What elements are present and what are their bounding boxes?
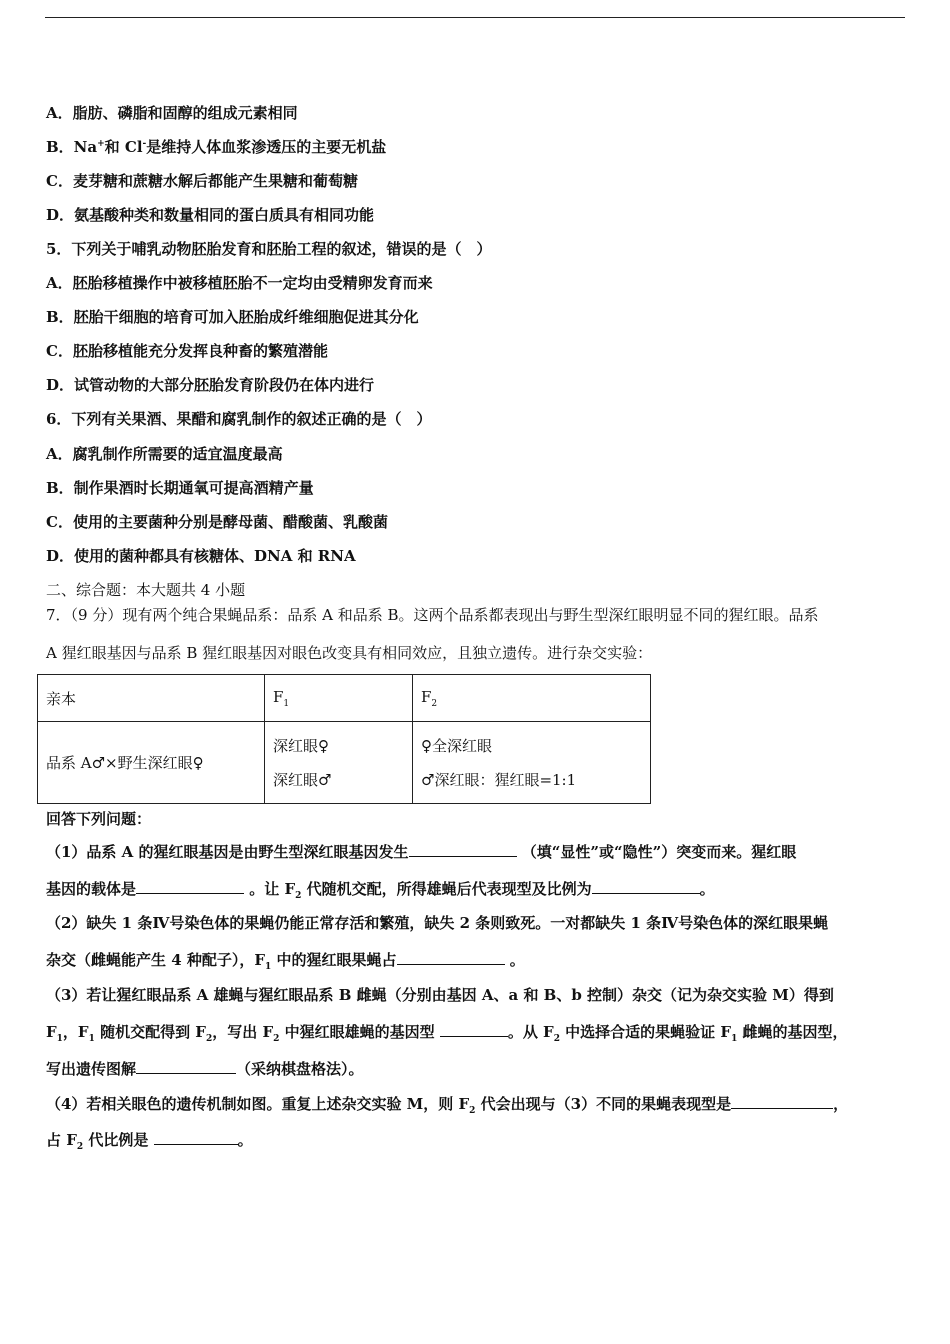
answer-blank[interactable] [136, 1059, 236, 1074]
f1-female: 深红眼♀ [273, 736, 329, 755]
q5-option-d: D．试管动物的大部分胚胎发育阶段仍在体内进行 [46, 376, 375, 394]
q7-part3-line2: $F_1$，$F_1$ 随机交配得到 $F_2$，写出 $F_2$ 中猩红眼雄蝇的基因型 。从 $F_2$ 中选择合适的果蝇验证 $F_1$ 雌蝇的基因型， [46, 1023, 848, 1044]
answer-intro: 回答下列问题： [46, 810, 152, 828]
answer-blank[interactable] [592, 879, 700, 894]
q7-part4-line2: 占 $F_2$ 代比例是 。 [46, 1131, 253, 1152]
q7-part4-line1: （4）若相关眼色的遗传机制如图。重复上述杂交实验 M，则 $F_2$ 代会出现与（3）不同的果蝇表现型是 ， [46, 1095, 849, 1116]
table-header-f2: $F_2$ [413, 675, 651, 722]
q7-part2-line2: 杂交（雌蝇能产生 4 种配子），$F_1$ 中的猩红眼果蝇占 。 [46, 951, 525, 972]
section-heading: 二、综合题：本大题共 4 小题 [46, 581, 246, 599]
answer-blank[interactable] [397, 950, 505, 965]
f2-female: ♀全深红眼 [421, 736, 492, 755]
q6-option-a: A．腐乳制作所需要的适宜温度最高 [46, 445, 283, 463]
table-cell-f1 [265, 722, 413, 804]
q4-option-a: A．脂肪、磷脂和固醇的组成元素相同 [46, 104, 298, 122]
q6-option-d: D．使用的菌种都具有核糖体、DNA 和 RNA [46, 547, 356, 565]
table-header-parent: 亲本 [38, 675, 265, 722]
q7-stem-line1: 7．（9 分）现有两个纯合果蝇品系：品系 A 和品系 B。这两个品系都表现出与野生型深红眼明显不同的猩红眼。品系 [46, 606, 819, 624]
q6-stem: 6．下列有关果酒、果醋和腐乳制作的叙述正确的是（ ） [46, 410, 432, 428]
q7-part3-line1: （3）若让猩红眼品系 A 雄蝇与猩红眼品系 B 雌蝇（分别由基因 A、a 和 B、b 控制）杂交（记为杂交实验 M）得到 [46, 986, 834, 1004]
answer-blank[interactable] [731, 1094, 833, 1109]
answer-blank[interactable] [154, 1130, 238, 1145]
header-rule [45, 17, 905, 18]
answer-blank[interactable] [136, 879, 244, 894]
q7-part1-line2: 基因的载体是 。让 $F_2$ 代随机交配，所得雄蝇后代表现型及比例为 。 [46, 880, 715, 901]
q7-stem-line2: A 猩红眼基因与品系 B 猩红眼基因对眼色改变具有相同效应，且独立遗传。进行杂交实验： [46, 644, 653, 662]
q5-option-b: B．胚胎干细胞的培育可加入胚胎成纤维细胞促进其分化 [46, 308, 419, 326]
q4-option-d: D．氨基酸种类和数量相同的蛋白质具有相同功能 [46, 206, 375, 224]
q4-option-b: B．Na+和 Cl-是维持人体血浆渗透压的主要无机盐 [46, 138, 387, 156]
table-cell-parent: 品系 A♂×野生深红眼♀ [38, 722, 265, 804]
answer-blank[interactable] [440, 1022, 508, 1037]
cross-experiment-table [37, 674, 651, 804]
q7-part1-line1: （1）品系 A 的猩红眼基因是由野生型深红眼基因发生 （填“显性”或“隐性”）突变而来。猩红眼 [46, 843, 797, 861]
table-header-f1: $F_1$ [265, 675, 413, 722]
q7-part3-line3: 写出遗传图解 （采纳棋盘格法）。 [46, 1060, 364, 1078]
q5-option-a: A．胚胎移植操作中被移植胚胎不一定均由受精卵发育而来 [46, 274, 433, 292]
f1-male: 深红眼♂ [273, 770, 332, 789]
q5-stem: 5．下列关于哺乳动物胚胎发育和胚胎工程的叙述，错误的是（ ） [46, 240, 492, 258]
q6-option-c: C．使用的主要菌种分别是酵母菌、醋酸菌、乳酸菌 [46, 513, 388, 531]
q7-part2-line1: （2）缺失 1 条Ⅳ号染色体的果蝇仍能正常存活和繁殖，缺失 2 条则致死。一对都缺失 1 条Ⅳ号染色体的深红眼果蝇 [46, 914, 829, 932]
answer-blank[interactable] [409, 842, 517, 857]
q4-option-c: C．麦芽糖和蔗糖水解后都能产生果糖和葡萄糖 [46, 172, 358, 190]
table-cell-f2 [413, 722, 651, 804]
q6-option-b: B．制作果酒时长期通氧可提高酒精产量 [46, 479, 314, 497]
q5-option-c: C．胚胎移植能充分发挥良种畜的繁殖潜能 [46, 342, 328, 360]
f2-male: ♂深红眼：猩红眼=1:1 [421, 770, 577, 789]
